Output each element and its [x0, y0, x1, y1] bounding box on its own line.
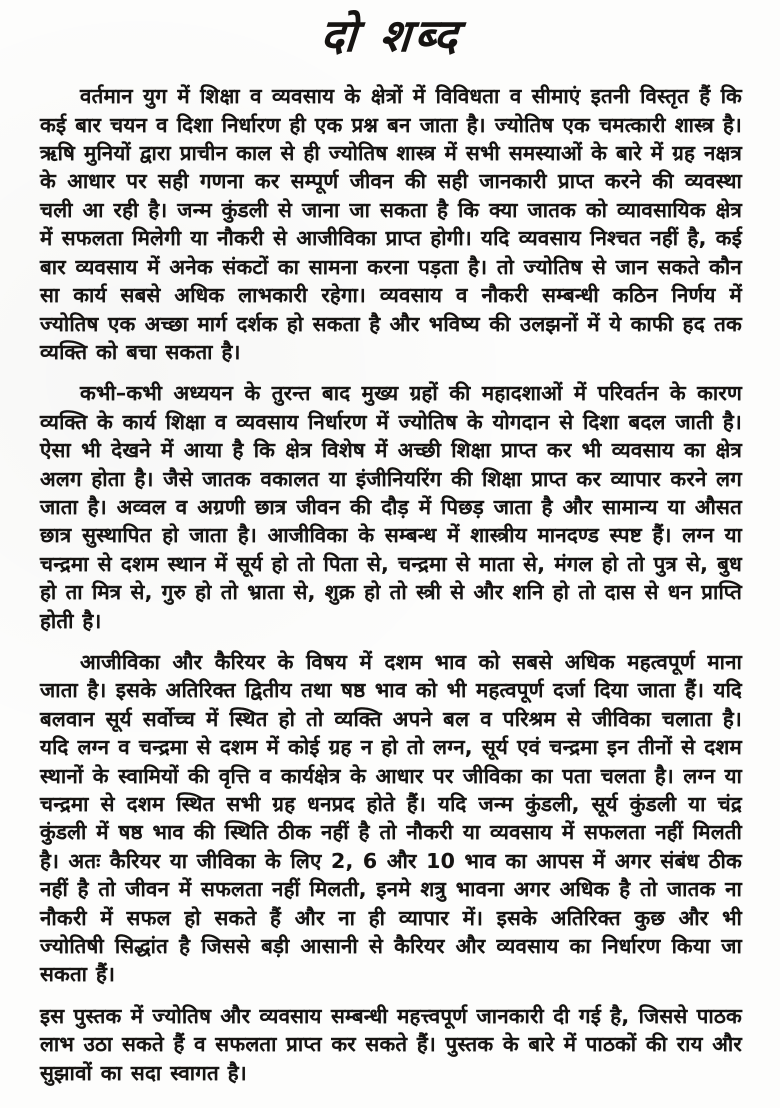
page-title: दो शब्द [318, 9, 464, 62]
preface-paragraph-2: कभी–कभी अध्ययन के तुरन्त बाद मुख्य ग्रहों की महादशाओं में परिवर्तन के कारण व्यक्ति के कार्य शिक्षा व व्यवसाय निर्धारण में ज्योतिष के योगदान से दिशा बदल जाती है। ऐसा भी देखने में आया है कि क्षेत्र विशेष में अच्छी शिक्षा प्राप्त कर भी व्यवसाय का क्षेत्र अलग होता है। जैसे जातक वकालत या इंजीनियरिंग की शिक्षा प्राप्त कर व्यापार करने लग जाता है। अव्वल व अग्रणी छात्र जीवन की दौड़ में पिछड़ जाता है और सामान्य या औसत छात्र सुस्थापित हो जाता है। आजीविका के सम्बन्ध में शास्त्रीय मानदण्ड स्पष्ट हैं। लग्न या चन्द्रमा से दशम स्थान में सूर्य हो तो पिता से, चन्द्रमा से माता से, मंगल हो तो पुत्र से, बुध हो ता मित्र से, गुरु हो तो भ्राता से, शुक्र हो तो स्त्री से और शनि हो तो दास से धन प्राप्ति होती है। [40, 381, 742, 633]
preface-paragraph-3: आजीविका और कैरियर के विषय में दशम भाव को सबसे अधिक महत्वपूर्ण माना जाता है। इसके अतिरिक्त द्वितीय तथा षष्ठ भाव को भी महत्वपूर्ण दर्जा दिया जाता हैं। यदि बलवान सूर्य सर्वोच्च में स्थित हो तो व्यक्ति अपने बल व परिश्रम से जीविका चलाता है। यदि लग्न व चन्द्रमा से दशम में कोई ग्रह न हो तो लग्न, सूर्य एवं चन्द्रमा इन तीनों से दशम स्थानों के स्वामियों की वृत्ति व कार्यक्षेत्र के आधार पर जीविका का पता चलता है। लग्न या चन्द्रमा से दशम स्थित सभी ग्रह धनप्रद होते हैं। यदि जन्म कुंडली, सूर्य कुंडली या चंद्र कुंडली में षष्ठ भाव की स्थिति ठीक नहीं है तो नौकरी या व्यवसाय में सफलता नहीं मिलती है। अतः कैरियर या जीविका के लिए 2, 6 और 10 भाव का आपस में अगर संबंध ठीक नहीं है तो जीवन में सफलता नहीं मिलती, इनमे शत्रु भावना अगर अधिक है तो जातक ना नौकरी में सफल हो सकते हैं और ना ही व्यापार में। इसके अतिरिक्त कुछ और भी ज्योतिषी सिद्धांत है जिससे बड़ी आसानी से कैरियर और व्यवसाय का निर्धारण किया जा सकता हैं। [40, 649, 742, 987]
preface-paragraph-1: वर्तमान युग में शिक्षा व व्यवसाय के क्षेत्रों में विविधता व सीमाएं इतनी विस्तृत हैं कि कई बार चयन व दिशा निर्धारण ही एक प्रश्न बन जाता है। ज्योतिष एक चमत्कारी शास्त्र है। ऋषि मुनियों द्वारा प्राचीन काल से ही ज्योतिष शास्त्र में सभी समस्याओं के बारे में ग्रह नक्षत्र के आधार पर सही गणना कर सम्पूर्ण जीवन की सही जानकारी प्राप्त करने की व्यवस्था चली आ रही है। जन्म कुंडली से जाना जा सकता है कि क्या जातक को व्यावसायिक क्षेत्र में सफलता मिलेगी या नौकरी से आजीविका प्राप्त होगी। यदि व्यवसाय निश्चत नहीं है, कई बार व्यवसाय में अनेक संकटों का सामना करना पड़ता है। तो ज्योतिष से जान सकते कौन सा कार्य सबसे अधिक लाभकारी रहेगा। व्यवसाय व नौकरी सम्बन्धी कठिन निर्णय में ज्योतिष एक अच्छा मार्ग दर्शक हो सकता है और भविष्य की उलझनों में ये काफी हद तक व्यक्ति को बचा सकता है। [40, 84, 742, 364]
preface-paragraph-4: इस पुस्तक में ज्योतिष और व्यवसाय सम्बन्धी महत्त्वपूर्ण जानकारी दी गई है, जिससे पाठक लाभ उठा सकते हैं व सफलता प्राप्त कर सकते हैं। पुस्तक के बारे में पाठकों की राय और सुझावों का सदा स्वागत है। [40, 1003, 742, 1085]
